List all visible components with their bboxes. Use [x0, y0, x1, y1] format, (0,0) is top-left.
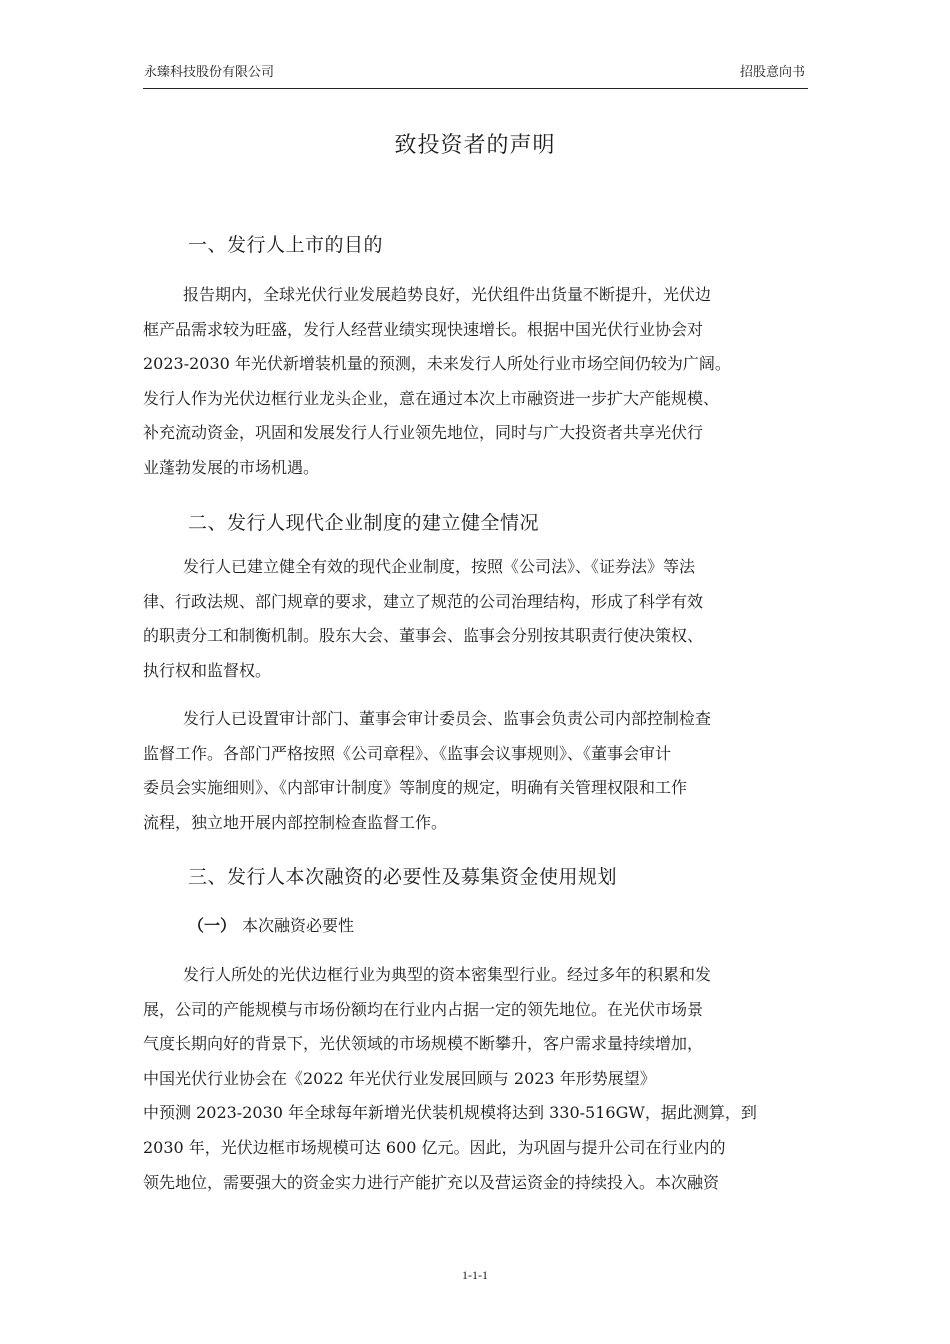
section-heading-1: 一、发行人上市的目的 [188, 234, 384, 256]
section-2-paragraph-1 [143, 550, 823, 688]
paragraph-line: 发行人已设置审计部门、董事会审计委员会、监事会负责公司内部控制检查 [183, 709, 712, 728]
section-3-paragraph [143, 958, 823, 1200]
section-heading-3: 三、发行人本次融资的必要性及募集资金使用规划 [188, 866, 618, 888]
paragraph-line: 执行权和监督权。 [143, 660, 272, 680]
page-header [143, 58, 808, 89]
paragraph-line: 2030 年，光伏边框市场规模可达 600 亿元。因此，为巩固与提升公司在行业内的 [143, 1137, 726, 1157]
paragraph-line: 业蓬勃发展的市场机遇。 [143, 457, 320, 477]
document-type: 招股意向书 [739, 65, 805, 80]
page-title: 致投资者的声明 [394, 133, 556, 158]
paragraph-line: 2023-2030 年光伏新增装机量的预测，未来发行人所处行业市场空间仍较为广阔。 [143, 354, 731, 374]
page-number: 1-1-1 [462, 1268, 488, 1282]
paragraph-line: 发行人已建立健全有效的现代企业制度，按照《公司法》、《证券法》等法 [183, 557, 696, 576]
section-heading-2: 二、发行人现代企业制度的建立健全情况 [188, 512, 540, 534]
paragraph-line: 发行人作为光伏边框行业龙头企业，意在通过本次上市融资进一步扩大产能规模、 [143, 388, 720, 408]
paragraph-line: 流程，独立地开展内部控制检查监督工作。 [143, 812, 448, 832]
section-2-paragraph-2 [143, 702, 823, 840]
paragraph-line: 领先地位，需要强大的资金实力进行产能扩充以及营运资金的持续投入。本次融资 [143, 1172, 720, 1192]
paragraph-line: 律、行政法规、部门规章的要求，建立了规范的公司治理结构，形成了科学有效 [143, 591, 704, 611]
subsection-number: （一） [188, 916, 237, 935]
paragraph-line: 监督工作。各部门严格按照《公司章程》、《监事会议事规则》、《董事会审计 [143, 743, 672, 763]
paragraph-line: 发行人所处的光伏边框行业为典型的资本密集型行业。经过多年的积累和发 [183, 965, 712, 984]
paragraph-line: 的职责分工和制衡机制。股东大会、董事会、监事会分别按其职责行使决策权、 [143, 626, 704, 646]
subsection-heading [188, 913, 354, 936]
paragraph-line: 展，公司的产能规模与市场份额均在行业内占据一定的领先地位。在光伏市场景 [143, 999, 704, 1019]
paragraph-line: 中国光伏行业协会在《2022 年光伏行业发展回顾与 2023 年形势展望》 [143, 1068, 656, 1088]
section-1-paragraph [143, 278, 823, 486]
paragraph-line: 气度长期向好的背景下，光伏领域的市场规模不断攀升，客户需求量持续增加， [143, 1034, 704, 1054]
paragraph-line: 框产品需求较为旺盛，发行人经营业绩实现快速增长。根据中国光伏行业协会对 [143, 319, 704, 339]
subsection-title: 本次融资必要性 [242, 916, 355, 935]
paragraph-line: 委员会实施细则》、《内部审计制度》等制度的规定，明确有关管理权限和工作 [143, 778, 688, 798]
paragraph-line: 中预测 2023-2030 年全球每年新增光伏装机规模将达到 330-516GW，据此测算，到 [143, 1103, 757, 1123]
company-name: 永臻科技股份有限公司 [144, 65, 275, 80]
paragraph-line: 报告期内，全球光伏行业发展趋势良好，光伏组件出货量不断提升，光伏边 [183, 285, 712, 304]
paragraph-line: 补充流动资金，巩固和发展发行人行业领先地位，同时与广大投资者共享光伏行 [143, 423, 704, 443]
